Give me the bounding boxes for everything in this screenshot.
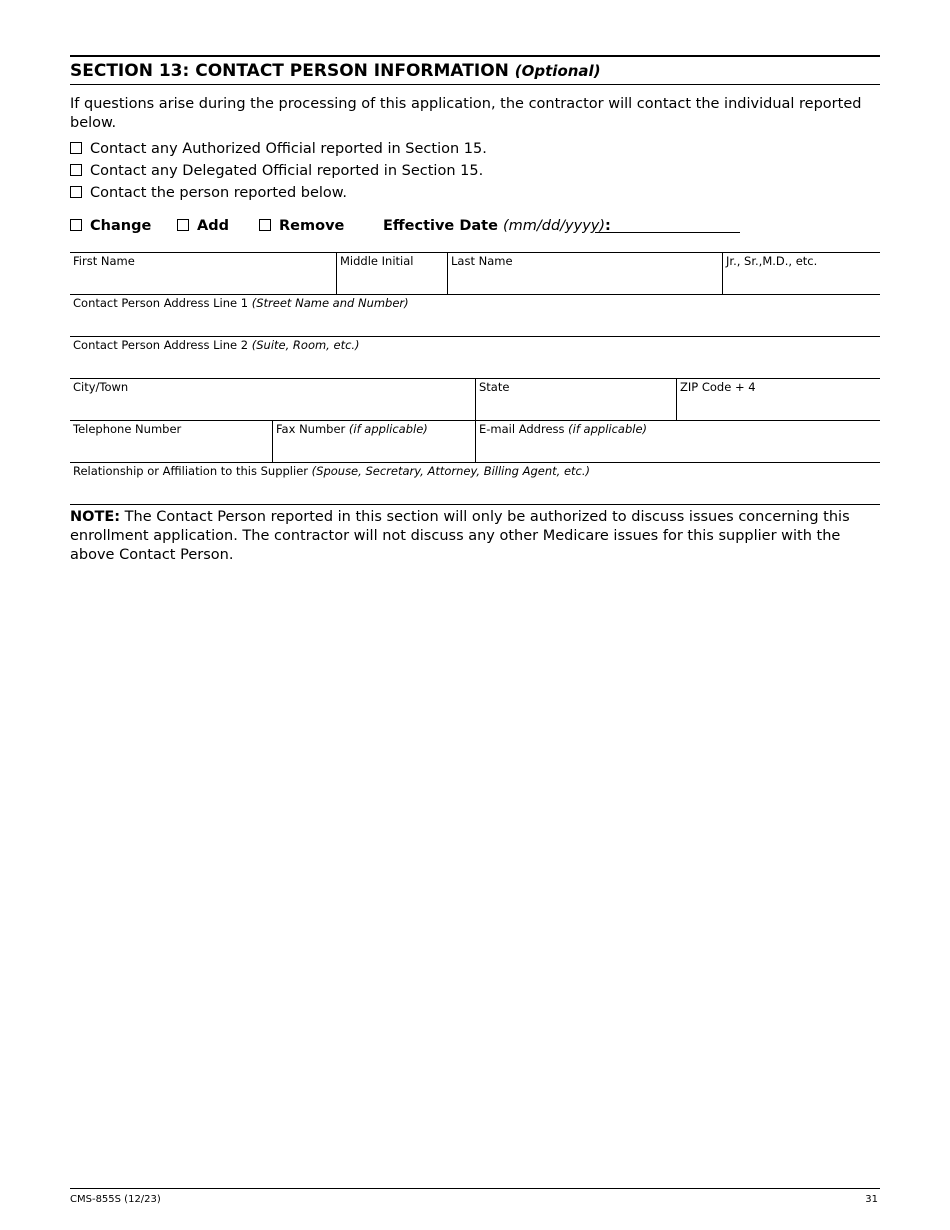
last-name-field[interactable]: Last Name: [447, 253, 723, 294]
remove-label: Remove: [279, 218, 345, 234]
intro-text: If questions arise during the processing of this application, the contractor will contact the individual reported below.: [70, 96, 862, 131]
effective-date-field[interactable]: [595, 232, 740, 233]
note-text: [70, 508, 880, 565]
email-field[interactable]: E-mail Address (if applicable): [475, 421, 880, 462]
note-body: The Contact Person reported in this section will only be authorized to discuss issues concerning this enrollment application. The contractor will not discuss any other Medicare issues for this supplier with the above Contact Person.: [70, 509, 850, 563]
section-title: SECTION 13: CONTACT PERSON INFORMATION: [70, 61, 509, 81]
checkbox-add[interactable]: [177, 219, 189, 231]
telephone-field[interactable]: Telephone Number: [73, 422, 182, 436]
phone-row: [70, 420, 880, 462]
effective-date-label: Effective Date (mm/dd/yyyy):: [383, 218, 611, 234]
address-line-2-field[interactable]: Contact Person Address Line 2 (Suite, Room, etc.): [73, 338, 360, 352]
address1-row: [70, 294, 880, 336]
state-field[interactable]: State: [475, 379, 677, 420]
fax-field[interactable]: Fax Number (if applicable): [272, 421, 476, 462]
city-row: [70, 378, 880, 420]
city-field[interactable]: City/Town: [73, 380, 129, 394]
first-name-field[interactable]: First Name: [73, 254, 135, 268]
contact-option-delegated[interactable]: [70, 161, 483, 181]
contact-option-label: Contact the person reported below.: [90, 185, 347, 201]
checkbox-authorized-official[interactable]: [70, 142, 82, 154]
form-id: CMS-855S (12/23): [70, 1194, 161, 1205]
add-option[interactable]: [177, 216, 229, 236]
address-line-1-field[interactable]: Contact Person Address Line 1 (Street Name and Number): [73, 296, 409, 310]
contact-option-label: Contact any Authorized Official reported in Section 15.: [90, 141, 487, 157]
address2-row: [70, 336, 880, 378]
middle-initial-field[interactable]: Middle Initial: [336, 253, 448, 294]
section-heading: [70, 55, 880, 85]
section-optional-label: (Optional): [514, 62, 601, 80]
contact-person-table: [70, 252, 880, 505]
zip-field[interactable]: ZIP Code + 4: [676, 379, 880, 420]
add-label: Add: [197, 218, 229, 234]
page-number: 31: [865, 1194, 878, 1205]
change-label: Change: [90, 218, 152, 234]
change-option[interactable]: [70, 216, 151, 236]
relationship-row: [70, 462, 880, 505]
checkbox-person-below[interactable]: [70, 186, 82, 198]
contact-option-label: Contact any Delegated Official reported in Section 15.: [90, 163, 484, 179]
contact-option-authorized[interactable]: [70, 139, 487, 159]
name-row: [70, 252, 880, 294]
contact-option-person-below[interactable]: [70, 183, 347, 203]
note-label: NOTE:: [70, 509, 121, 525]
suffix-field[interactable]: Jr., Sr.,M.D., etc.: [722, 253, 880, 294]
checkbox-remove[interactable]: [259, 219, 271, 231]
checkbox-delegated-official[interactable]: [70, 164, 82, 176]
remove-option[interactable]: [259, 216, 344, 236]
page-footer: [70, 1188, 880, 1209]
relationship-field[interactable]: Relationship or Affiliation to this Supplier (Spouse, Secretary, Attorney, Billing Agent, etc.): [73, 464, 591, 478]
checkbox-change[interactable]: [70, 219, 82, 231]
